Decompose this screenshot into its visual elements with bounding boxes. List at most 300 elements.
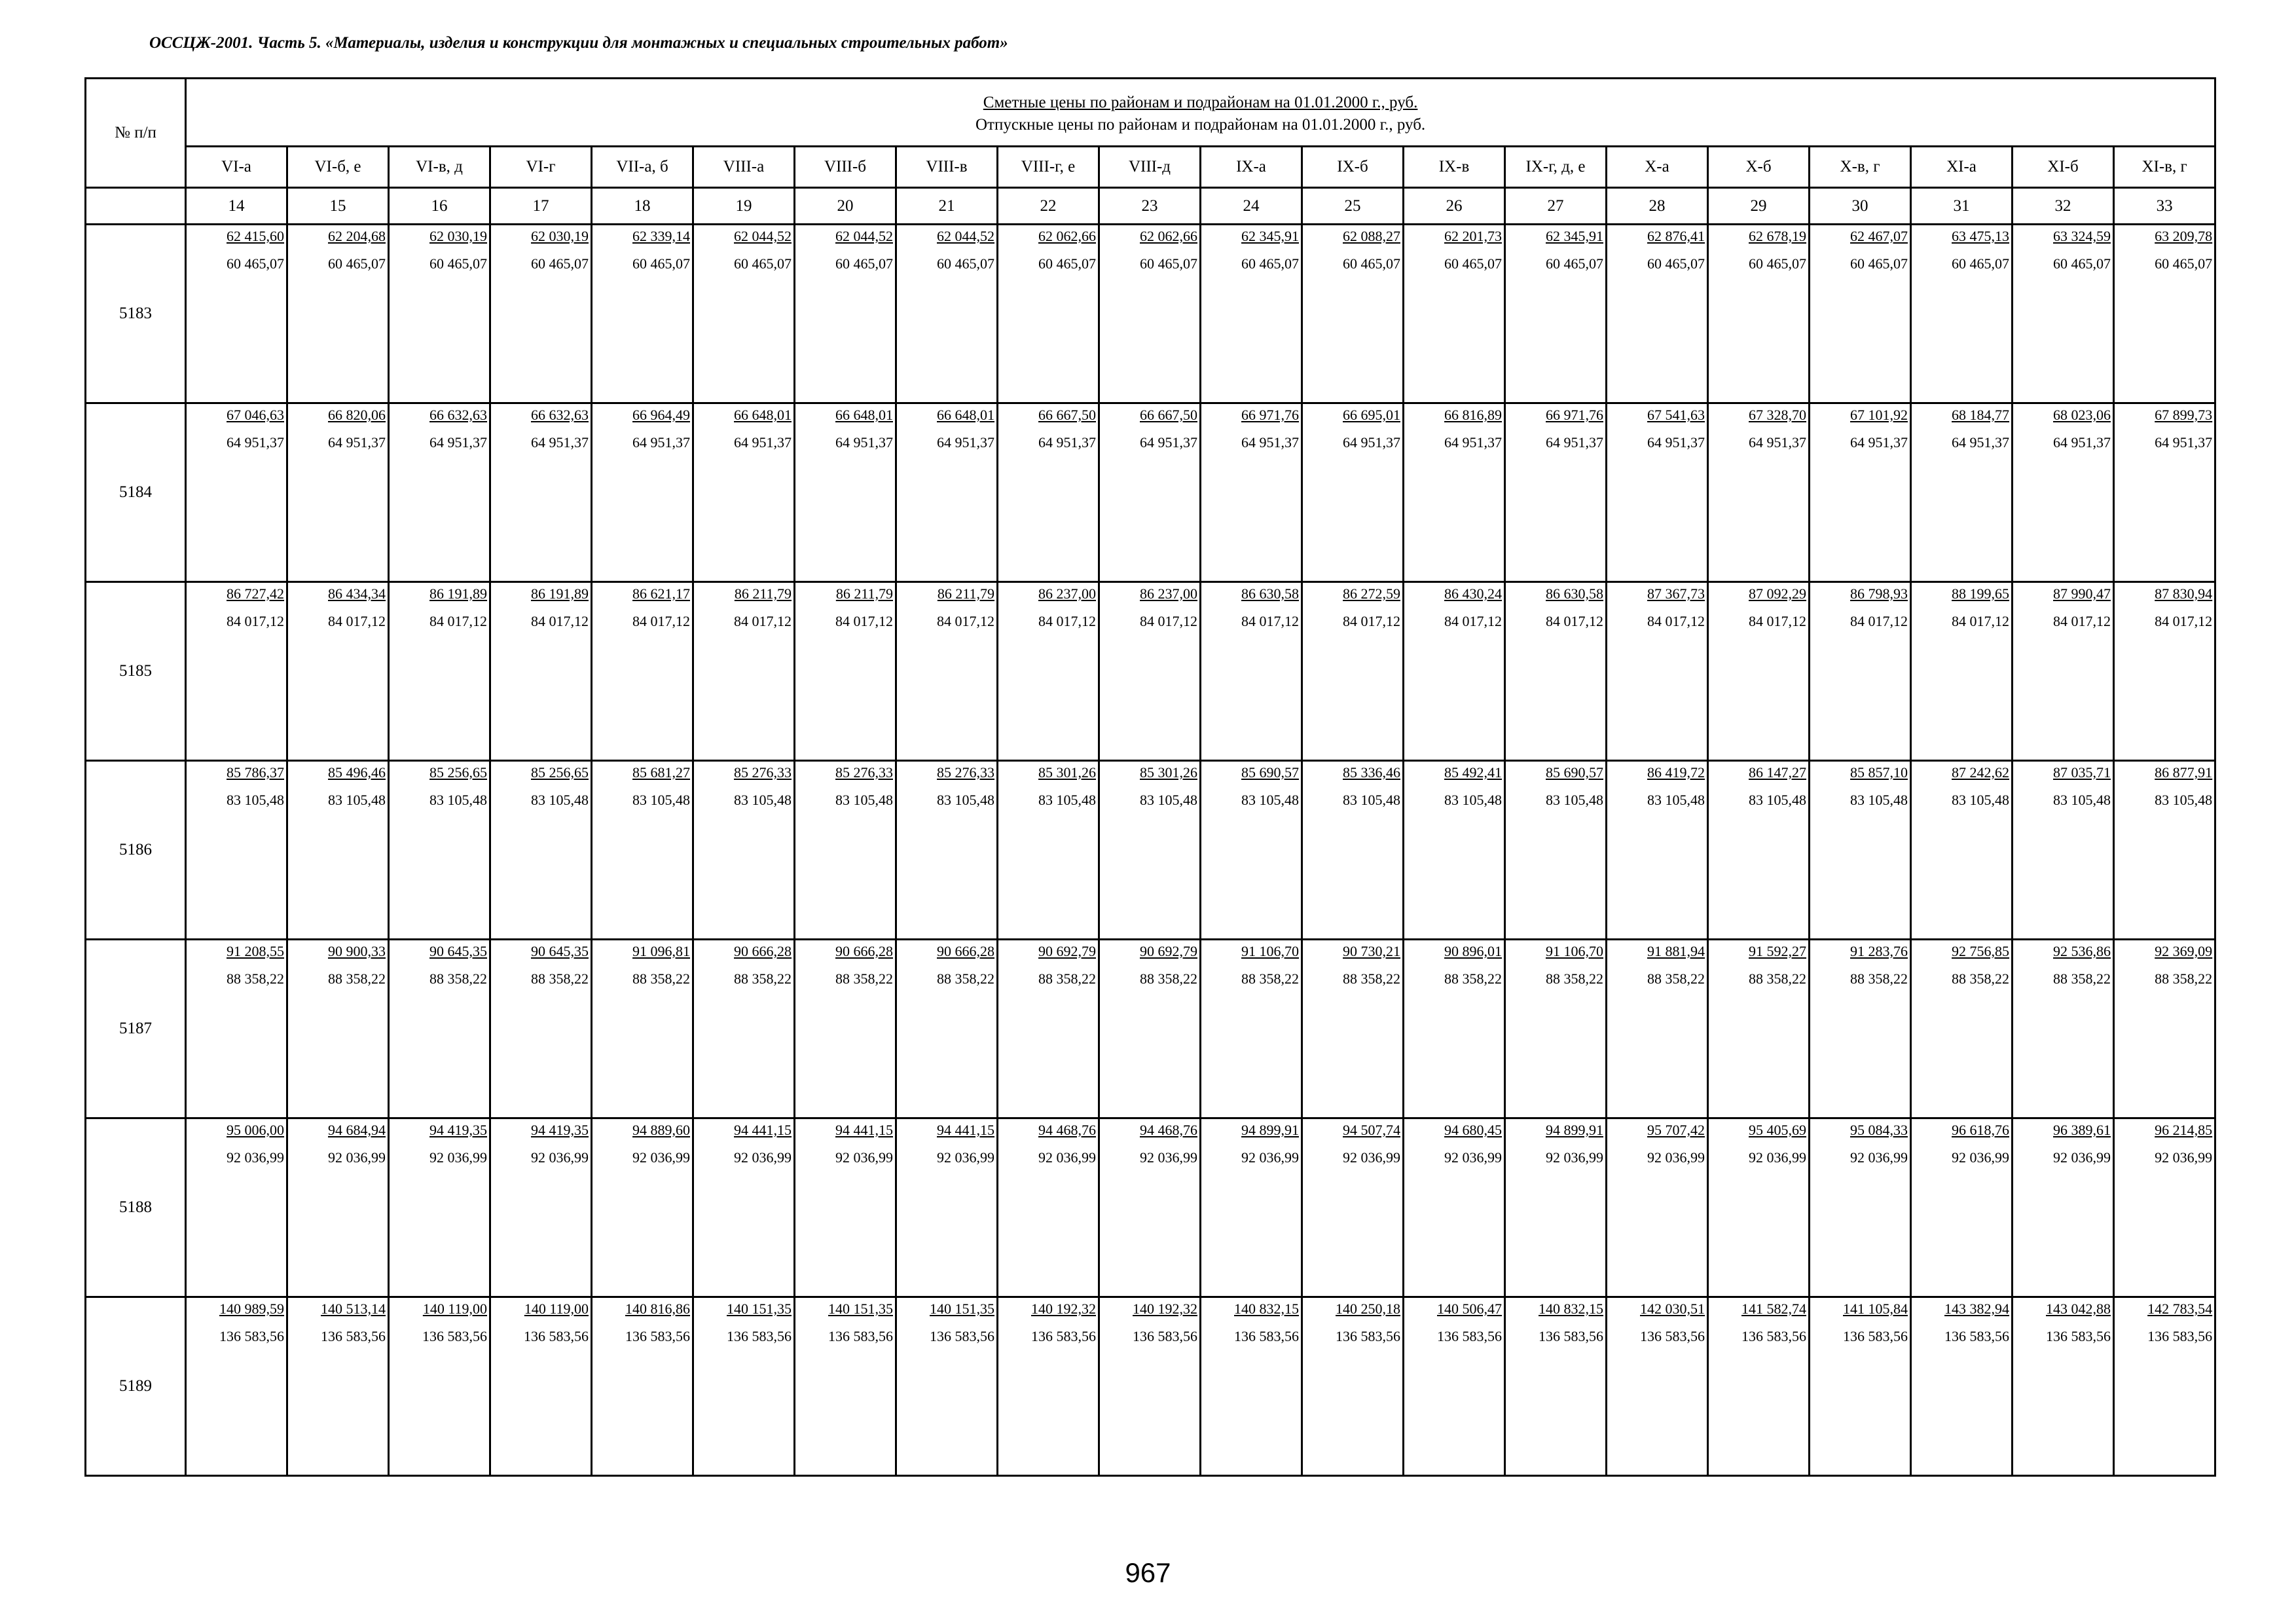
estimated-price: 140 192,32: [1031, 1301, 1096, 1317]
release-price: 88 358,22: [1140, 970, 1197, 987]
estimated-price: 85 690,57: [1546, 764, 1603, 781]
estimated-price: 94 680,45: [1444, 1122, 1502, 1138]
price-cell: [592, 1118, 693, 1297]
estimated-price: 66 971,76: [1546, 407, 1603, 423]
estimated-price: 66 695,01: [1343, 407, 1400, 423]
estimated-price: 66 648,01: [734, 407, 792, 423]
price-cell: [1201, 761, 1302, 940]
table-row: [86, 940, 2215, 1118]
estimated-price: 90 896,01: [1444, 943, 1502, 959]
estimated-price: 94 899,91: [1546, 1122, 1603, 1138]
price-cell: [287, 1118, 389, 1297]
release-price: 92 036,99: [1749, 1149, 1806, 1166]
estimated-price: 140 506,47: [1437, 1301, 1502, 1317]
estimated-price: 90 645,35: [531, 943, 589, 959]
price-cell: [1404, 582, 1505, 761]
estimated-price: 140 989,59: [219, 1301, 284, 1317]
region-header: VI-в, д: [389, 147, 490, 188]
release-price: 88 358,22: [1749, 970, 1806, 987]
estimated-price: 86 430,24: [1444, 585, 1502, 602]
release-price: 64 951,37: [429, 434, 487, 451]
estimated-price: 85 681,27: [632, 764, 690, 781]
price-cell: [592, 582, 693, 761]
region-header: X-б: [1708, 147, 1810, 188]
estimated-price: 63 209,78: [2155, 228, 2213, 244]
column-number: 27: [1505, 188, 1607, 225]
price-cell: [1911, 761, 2013, 940]
price-cell: [1302, 940, 1404, 1118]
release-price: 88 358,22: [1444, 970, 1502, 987]
release-price: 83 105,48: [734, 792, 792, 808]
release-price: 92 036,99: [835, 1149, 893, 1166]
region-header: VIII-г, е: [998, 147, 1099, 188]
price-cell: [1505, 582, 1607, 761]
price-cell: [1607, 225, 1708, 403]
price-cell: [1404, 940, 1505, 1118]
estimated-price: 67 101,92: [1850, 407, 1908, 423]
region-header: IX-б: [1302, 147, 1404, 188]
price-cell: [1911, 225, 2013, 403]
release-price: 84 017,12: [1444, 613, 1502, 629]
column-number: 21: [896, 188, 998, 225]
price-cell: [490, 403, 592, 582]
region-header: IX-г, д, е: [1505, 147, 1607, 188]
col-number-empty: [86, 188, 186, 225]
release-price: 64 951,37: [227, 434, 284, 451]
release-price: 88 358,22: [1343, 970, 1400, 987]
price-cell: [1099, 582, 1201, 761]
release-price: 136 583,56: [1843, 1328, 1908, 1344]
estimated-price: 94 899,91: [1241, 1122, 1299, 1138]
release-price: 88 358,22: [1241, 970, 1299, 987]
release-price: 136 583,56: [1336, 1328, 1400, 1344]
release-price: 92 036,99: [1444, 1149, 1502, 1166]
estimated-price: 66 632,63: [531, 407, 589, 423]
estimated-price: 140 151,35: [828, 1301, 893, 1317]
price-cell: [287, 582, 389, 761]
price-cell: [1302, 403, 1404, 582]
release-price: 92 036,99: [429, 1149, 487, 1166]
estimated-price: 67 541,63: [1647, 407, 1705, 423]
release-price: 84 017,12: [1850, 613, 1908, 629]
estimated-price: 96 214,85: [2155, 1122, 2213, 1138]
estimated-price: 66 964,49: [632, 407, 690, 423]
estimated-price: 95 084,33: [1850, 1122, 1908, 1138]
release-price: 84 017,12: [328, 613, 386, 629]
estimated-price: 66 667,50: [1038, 407, 1096, 423]
estimated-price: 62 678,19: [1749, 228, 1806, 244]
release-price: 64 951,37: [328, 434, 386, 451]
estimated-price: 91 881,94: [1647, 943, 1705, 959]
release-price: 83 105,48: [937, 792, 994, 808]
price-cell: [693, 225, 795, 403]
release-price: 64 951,37: [1038, 434, 1096, 451]
table-row: [86, 1118, 2215, 1297]
release-price: 84 017,12: [1140, 613, 1197, 629]
price-cell: [2013, 582, 2114, 761]
estimated-price: 62 030,19: [531, 228, 589, 244]
release-price: 64 951,37: [1546, 434, 1603, 451]
price-cell: [592, 1297, 693, 1476]
price-cell: [896, 1118, 998, 1297]
release-price: 88 358,22: [937, 970, 994, 987]
estimated-price: 62 204,68: [328, 228, 386, 244]
price-cell: [1708, 1118, 1810, 1297]
price-cell: [1810, 403, 1911, 582]
release-price: 92 036,99: [531, 1149, 589, 1166]
price-cell: [998, 582, 1099, 761]
estimated-price: 85 276,33: [937, 764, 994, 781]
price-cell: [1302, 761, 1404, 940]
page-number: 967: [1125, 1557, 1171, 1588]
estimated-price: 62 062,66: [1140, 228, 1197, 244]
release-price: 83 105,48: [1038, 792, 1096, 808]
release-price: 83 105,48: [1241, 792, 1299, 808]
estimated-price: 94 889,60: [632, 1122, 690, 1138]
estimated-price: 67 328,70: [1749, 407, 1806, 423]
region-header: VI-б, е: [287, 147, 389, 188]
release-price: 83 105,48: [1546, 792, 1603, 808]
estimated-price: 96 618,76: [1952, 1122, 2009, 1138]
estimated-price: 90 666,28: [937, 943, 994, 959]
estimated-price: 90 666,28: [734, 943, 792, 959]
price-cell: [1404, 225, 1505, 403]
price-cell: [795, 403, 896, 582]
release-price: 83 105,48: [2053, 792, 2111, 808]
price-cell: [1607, 940, 1708, 1118]
estimated-price: 140 250,18: [1336, 1301, 1400, 1317]
price-cell: [592, 940, 693, 1118]
price-cell: [998, 1118, 1099, 1297]
estimated-price: 86 798,93: [1850, 585, 1908, 602]
row-number: 5183: [86, 225, 186, 403]
release-price: 92 036,99: [2053, 1149, 2111, 1166]
price-cell: [1099, 1297, 1201, 1476]
release-price: 136 583,56: [321, 1328, 386, 1344]
price-cell: [1505, 1297, 1607, 1476]
price-cell: [998, 403, 1099, 582]
release-price: 92 036,99: [734, 1149, 792, 1166]
price-cell: [1607, 1118, 1708, 1297]
release-price: 136 583,56: [1539, 1328, 1603, 1344]
estimated-price: 66 667,50: [1140, 407, 1197, 423]
price-cell: [1810, 1118, 1911, 1297]
estimated-price: 96 389,61: [2053, 1122, 2111, 1138]
estimated-price: 85 492,41: [1444, 764, 1502, 781]
release-price: 84 017,12: [2053, 613, 2111, 629]
release-price: 92 036,99: [1850, 1149, 1908, 1166]
release-price: 64 951,37: [2155, 434, 2213, 451]
estimated-price: 90 666,28: [835, 943, 893, 959]
estimated-price: 85 336,46: [1343, 764, 1400, 781]
price-cell: [1099, 403, 1201, 582]
release-price: 60 465,07: [1343, 255, 1400, 272]
estimated-price: 94 468,76: [1140, 1122, 1197, 1138]
release-price: 83 105,48: [2155, 792, 2213, 808]
price-cell: [1302, 225, 1404, 403]
price-cell: [896, 1297, 998, 1476]
price-cell: [1099, 225, 1201, 403]
estimated-price: 90 692,79: [1140, 943, 1197, 959]
table-row: [86, 761, 2215, 940]
estimated-price: 92 756,85: [1952, 943, 2009, 959]
price-cell: [795, 225, 896, 403]
price-cell: [693, 582, 795, 761]
estimated-price: 85 276,33: [835, 764, 893, 781]
release-price: 136 583,56: [1234, 1328, 1299, 1344]
estimated-price: 86 237,00: [1038, 585, 1096, 602]
estimated-price: 86 630,58: [1546, 585, 1603, 602]
price-cell: [186, 940, 287, 1118]
release-price: 60 465,07: [328, 255, 386, 272]
region-header: VIII-в: [896, 147, 998, 188]
release-price: 84 017,12: [1343, 613, 1400, 629]
price-cell: [998, 940, 1099, 1118]
estimated-price: 62 088,27: [1343, 228, 1400, 244]
estimated-price: 142 030,51: [1640, 1301, 1705, 1317]
release-price: 60 465,07: [1444, 255, 1502, 272]
estimated-price: 94 507,74: [1343, 1122, 1400, 1138]
region-header: VI-а: [186, 147, 287, 188]
price-cell: [1505, 1118, 1607, 1297]
release-price: 64 951,37: [632, 434, 690, 451]
estimated-price: 62 044,52: [937, 228, 994, 244]
column-number: 31: [1911, 188, 2013, 225]
price-cell: [2013, 225, 2114, 403]
price-cell: [2114, 403, 2215, 582]
price-cell: [287, 403, 389, 582]
column-number: 22: [998, 188, 1099, 225]
release-price: 88 358,22: [328, 970, 386, 987]
price-cell: [592, 403, 693, 582]
release-price: 88 358,22: [1647, 970, 1705, 987]
price-cell: [186, 403, 287, 582]
estimated-price: 90 645,35: [429, 943, 487, 959]
release-price: 64 951,37: [734, 434, 792, 451]
estimated-price: 87 830,94: [2155, 585, 2213, 602]
estimated-price: 92 536,86: [2053, 943, 2111, 959]
column-number: 18: [592, 188, 693, 225]
region-header: VII-а, б: [592, 147, 693, 188]
price-cell: [490, 225, 592, 403]
estimated-price: 86 211,79: [937, 585, 994, 602]
estimated-price: 90 730,21: [1343, 943, 1400, 959]
region-header: XI-а: [1911, 147, 2013, 188]
price-cell: [1404, 1297, 1505, 1476]
price-cell: [1201, 1297, 1302, 1476]
release-price: 64 951,37: [1343, 434, 1400, 451]
release-price: 84 017,12: [1038, 613, 1096, 629]
price-cell: [795, 1297, 896, 1476]
release-price: 83 105,48: [531, 792, 589, 808]
estimated-price: 91 096,81: [632, 943, 690, 959]
release-price: 83 105,48: [429, 792, 487, 808]
estimated-price: 62 467,07: [1850, 228, 1908, 244]
price-cell: [693, 1118, 795, 1297]
price-cell: [1911, 940, 2013, 1118]
release-price: 88 358,22: [734, 970, 792, 987]
release-price: 84 017,12: [429, 613, 487, 629]
release-price: 88 358,22: [2155, 970, 2213, 987]
estimated-price: 141 105,84: [1843, 1301, 1908, 1317]
release-price: 136 583,56: [1640, 1328, 1705, 1344]
release-price: 84 017,12: [632, 613, 690, 629]
release-price: 64 951,37: [2053, 434, 2111, 451]
caption-release-prices: Отпускные цены по районам и подрайонам на 01.01.2000 г., руб.: [975, 115, 1426, 134]
price-cell: [1201, 225, 1302, 403]
price-cell: [2114, 940, 2215, 1118]
release-price: 60 465,07: [1140, 255, 1197, 272]
estimated-price: 85 256,65: [429, 764, 487, 781]
row-number: 5189: [86, 1297, 186, 1476]
price-cell: [1505, 403, 1607, 582]
estimated-price: 86 211,79: [835, 585, 893, 602]
release-price: 136 583,56: [625, 1328, 690, 1344]
price-cell: [1302, 1118, 1404, 1297]
release-price: 92 036,99: [1546, 1149, 1603, 1166]
estimated-price: 85 857,10: [1850, 764, 1908, 781]
estimated-price: 66 648,01: [835, 407, 893, 423]
price-cell: [389, 403, 490, 582]
estimated-price: 86 877,91: [2155, 764, 2213, 781]
price-table: [84, 77, 2216, 1477]
row-number: 5184: [86, 403, 186, 582]
caption-estimated-prices: Сметные цены по районам и подрайонам на 01.01.2000 г., руб.: [983, 93, 1418, 111]
region-header: VIII-а: [693, 147, 795, 188]
release-price: 92 036,99: [1038, 1149, 1096, 1166]
price-cell: [693, 1297, 795, 1476]
release-price: 64 951,37: [1952, 434, 2009, 451]
estimated-price: 66 816,89: [1444, 407, 1502, 423]
estimated-price: 85 276,33: [734, 764, 792, 781]
release-price: 83 105,48: [1343, 792, 1400, 808]
price-cell: [795, 940, 896, 1118]
release-price: 136 583,56: [727, 1328, 792, 1344]
price-cell: [1607, 761, 1708, 940]
estimated-price: 91 592,27: [1749, 943, 1806, 959]
release-price: 83 105,48: [1444, 792, 1502, 808]
price-cell: [2114, 582, 2215, 761]
price-cell: [1708, 1297, 1810, 1476]
price-cell: [2114, 1118, 2215, 1297]
release-price: 136 583,56: [1133, 1328, 1197, 1344]
release-price: 64 951,37: [1850, 434, 1908, 451]
price-cell: [998, 761, 1099, 940]
estimated-price: 67 046,63: [227, 407, 284, 423]
price-cell: [1911, 582, 2013, 761]
release-price: 83 105,48: [1850, 792, 1908, 808]
price-cell: [490, 940, 592, 1118]
column-number: 30: [1810, 188, 1911, 225]
estimated-price: 94 441,15: [734, 1122, 792, 1138]
price-cell: [287, 940, 389, 1118]
price-cell: [693, 940, 795, 1118]
price-cell: [1708, 582, 1810, 761]
release-price: 88 358,22: [429, 970, 487, 987]
price-cell: [287, 761, 389, 940]
estimated-price: 90 692,79: [1038, 943, 1096, 959]
estimated-price: 67 899,73: [2155, 407, 2213, 423]
release-price: 64 951,37: [1241, 434, 1299, 451]
release-price: 136 583,56: [422, 1328, 487, 1344]
price-cell: [592, 225, 693, 403]
price-cell: [896, 403, 998, 582]
release-price: 88 358,22: [2053, 970, 2111, 987]
release-price: 136 583,56: [2046, 1328, 2111, 1344]
estimated-price: 85 690,57: [1241, 764, 1299, 781]
price-cell: [389, 225, 490, 403]
estimated-price: 62 062,66: [1038, 228, 1096, 244]
release-price: 83 105,48: [328, 792, 386, 808]
release-price: 92 036,99: [1647, 1149, 1705, 1166]
column-number: 25: [1302, 188, 1404, 225]
price-cell: [1404, 1118, 1505, 1297]
region-header: IX-в: [1404, 147, 1505, 188]
estimated-price: 62 345,91: [1546, 228, 1603, 244]
estimated-price: 94 684,94: [328, 1122, 386, 1138]
release-price: 88 358,22: [835, 970, 893, 987]
release-price: 60 465,07: [1038, 255, 1096, 272]
price-cell: [1911, 1297, 2013, 1476]
estimated-price: 86 211,79: [734, 585, 792, 602]
release-price: 83 105,48: [1749, 792, 1806, 808]
price-cell: [1810, 582, 1911, 761]
column-number: 16: [389, 188, 490, 225]
release-price: 136 583,56: [828, 1328, 893, 1344]
estimated-price: 66 971,76: [1241, 407, 1299, 423]
column-number: 19: [693, 188, 795, 225]
price-cell: [2114, 225, 2215, 403]
price-cell: [490, 582, 592, 761]
price-cell: [1607, 1297, 1708, 1476]
estimated-price: 68 184,77: [1952, 407, 2009, 423]
column-number: 24: [1201, 188, 1302, 225]
estimated-price: 94 441,15: [835, 1122, 893, 1138]
release-price: 60 465,07: [1647, 255, 1705, 272]
release-price: 88 358,22: [531, 970, 589, 987]
estimated-price: 86 191,89: [531, 585, 589, 602]
estimated-price: 92 369,09: [2155, 943, 2213, 959]
price-cell: [287, 225, 389, 403]
table-caption: [186, 79, 2215, 147]
estimated-price: 140 816,86: [625, 1301, 690, 1317]
release-price: 136 583,56: [930, 1328, 994, 1344]
release-price: 136 583,56: [1437, 1328, 1502, 1344]
price-cell: [389, 761, 490, 940]
release-price: 92 036,99: [1343, 1149, 1400, 1166]
estimated-price: 95 405,69: [1749, 1122, 1806, 1138]
release-price: 83 105,48: [632, 792, 690, 808]
release-price: 84 017,12: [1241, 613, 1299, 629]
release-price: 83 105,48: [227, 792, 284, 808]
release-price: 92 036,99: [2155, 1149, 2213, 1166]
region-header: VIII-б: [795, 147, 896, 188]
price-cell: [186, 225, 287, 403]
estimated-price: 143 382,94: [1944, 1301, 2009, 1317]
price-cell: [2114, 1297, 2215, 1476]
price-cell: [186, 582, 287, 761]
estimated-price: 85 301,26: [1038, 764, 1096, 781]
estimated-price: 68 023,06: [2053, 407, 2111, 423]
release-price: 60 465,07: [937, 255, 994, 272]
release-price: 83 105,48: [1952, 792, 2009, 808]
release-price: 83 105,48: [835, 792, 893, 808]
price-cell: [389, 1297, 490, 1476]
estimated-price: 87 990,47: [2053, 585, 2111, 602]
release-price: 64 951,37: [1140, 434, 1197, 451]
estimated-price: 66 820,06: [328, 407, 386, 423]
price-cell: [1505, 225, 1607, 403]
